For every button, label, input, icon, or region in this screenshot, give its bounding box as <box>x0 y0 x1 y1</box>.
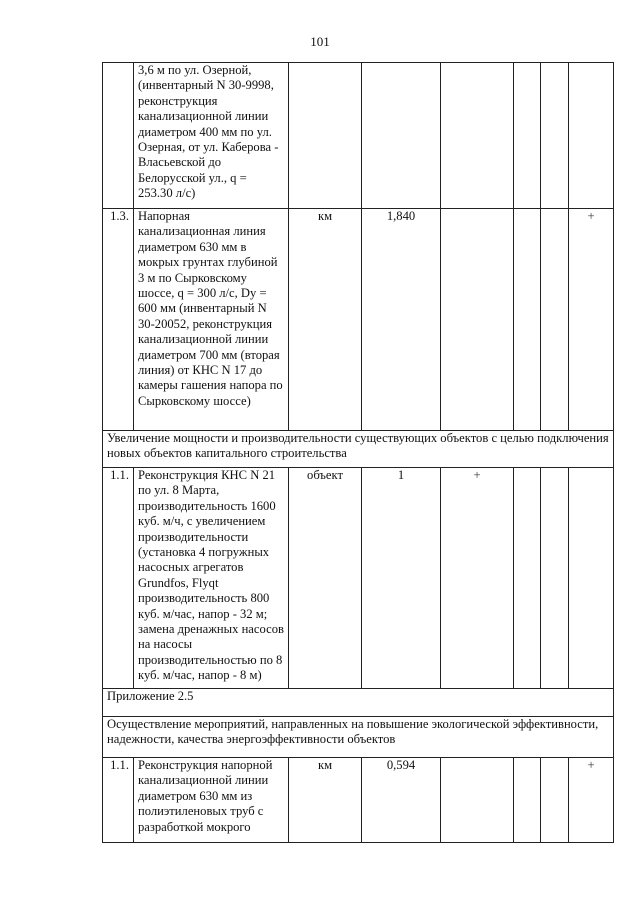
row-quantity: 1 <box>362 468 441 689</box>
row-description: Напорная канализационная линия диаметром 630 мм в мокрых грунтах глубиной 3 м по Сырковскому шоссе, q = 300 л/с, Dy = 600 мм (инвентарный N 30-20052, реконструкция канализационной линии диаметром 700 мм (вторая линия) от КНС N 17 до камеры гашения напора по Сырковскому шоссе) <box>134 209 289 431</box>
page-number: 101 <box>310 34 330 49</box>
section-row <box>103 431 614 468</box>
row-description: Реконструкция напорной канализационной линии диаметром 630 мм из полиэтиленовых труб с разработкой мокрого <box>134 758 289 843</box>
row-mark-col1 <box>441 209 514 431</box>
row-mark-col3 <box>541 209 569 431</box>
row-unit: км <box>289 209 362 431</box>
row-mark-col2 <box>514 63 541 209</box>
row-mark-col1 <box>441 758 514 843</box>
row-description: 3,6 м по ул. Озерной, (инвентарный N 30-9998, реконструкция канализационной линии диаметром 400 мм по ул. Озерная, от ул. Каберова - Власьевской до Белорусской ул., q = 253.30 л/с) <box>134 63 289 209</box>
measures-table <box>102 62 614 843</box>
row-unit <box>289 63 362 209</box>
row-mark-col2 <box>514 758 541 843</box>
row-mark-col3 <box>541 758 569 843</box>
table-row <box>103 63 614 209</box>
section-row <box>103 689 614 717</box>
row-mark-col2 <box>514 209 541 431</box>
row-mark-col4: + <box>569 758 614 843</box>
row-mark-col1: + <box>441 468 514 689</box>
table-row <box>103 468 614 689</box>
appendix-heading: Приложение 2.5 <box>103 689 614 717</box>
row-description: Реконструкция КНС N 21 по ул. 8 Марта, производительность 1600 куб. м/ч, с увеличением производительности (установка 4 погружных насосных агрегатов Grundfos, Flyqt производительность 800 куб. м/час, напор - 32 м; замена дренажных насосов на насосы производительностью по 8 куб. м/час, напор - 8 м) <box>134 468 289 689</box>
row-unit: км <box>289 758 362 843</box>
row-number: 1.3. <box>103 209 134 431</box>
row-unit: объект <box>289 468 362 689</box>
row-quantity <box>362 63 441 209</box>
row-number: 1.1. <box>103 468 134 689</box>
row-number: 1.1. <box>103 758 134 843</box>
row-mark-col3 <box>541 468 569 689</box>
row-quantity: 1,840 <box>362 209 441 431</box>
row-mark-col1 <box>441 63 514 209</box>
row-mark-col4 <box>569 468 614 689</box>
table-row <box>103 209 614 431</box>
row-number <box>103 63 134 209</box>
section-row <box>103 717 614 758</box>
row-mark-col4 <box>569 63 614 209</box>
row-mark-col2 <box>514 468 541 689</box>
row-mark-col3 <box>541 63 569 209</box>
section-heading: Осуществление мероприятий, направленных на повышение экологической эффективности, надежности, качества энергоэффективности объектов <box>103 717 614 758</box>
section-heading: Увеличение мощности и производительности существующих объектов с целью подключения новых объектов капитального строительства <box>103 431 614 468</box>
table-row <box>103 758 614 843</box>
row-quantity: 0,594 <box>362 758 441 843</box>
row-mark-col4: + <box>569 209 614 431</box>
